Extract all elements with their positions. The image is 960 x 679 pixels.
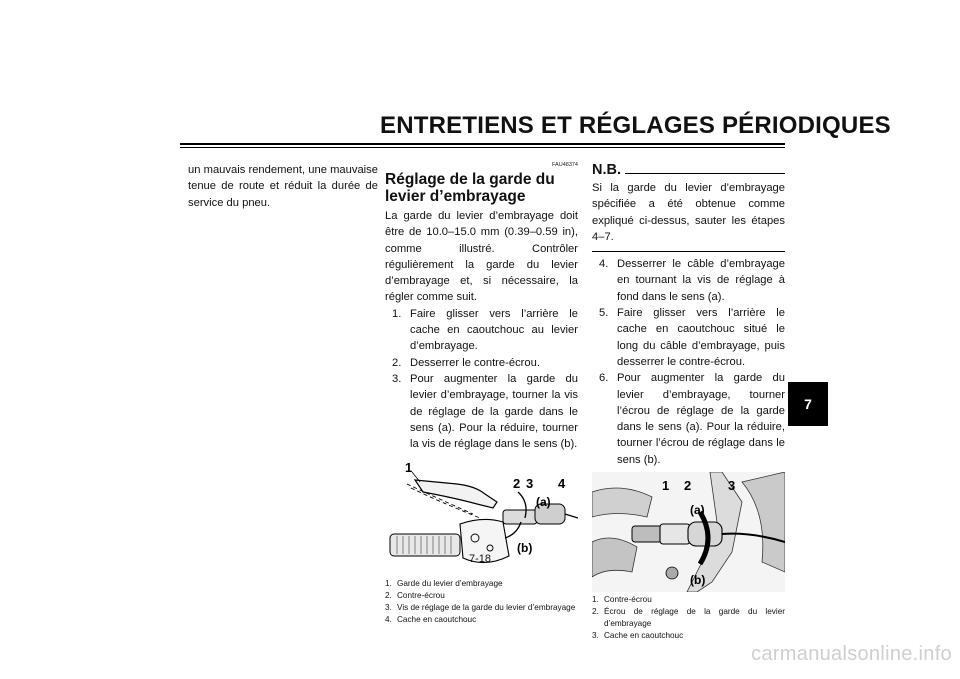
label-1: 1 bbox=[662, 478, 670, 494]
column-3 bbox=[592, 162, 785, 642]
page-title: ENTRETIENS ET RÉGLAGES PÉRIODIQUES bbox=[380, 112, 891, 139]
label-3: 3 bbox=[526, 476, 534, 492]
steps-list-2 bbox=[592, 256, 785, 468]
label-3: 3 bbox=[728, 478, 736, 494]
note-end-rule bbox=[592, 251, 785, 252]
list-item: 1. Contre-écrou bbox=[592, 595, 652, 605]
watermark: carmanualsonline.info bbox=[751, 643, 952, 665]
list-item: 5. Faire glisser vers l’arrière le cache en caoutchouc situé le long du câble d’embrayage, puis desserrer le contre-écrou. bbox=[599, 307, 785, 368]
label-2: 2 bbox=[684, 478, 692, 494]
header-rule-thin bbox=[180, 147, 785, 148]
list-item: 1. Garde du levier d’embrayage bbox=[385, 579, 503, 589]
section-title: Réglage de la garde du levier d’embrayage bbox=[385, 171, 555, 205]
label-b: (b) bbox=[690, 573, 706, 588]
clutch-lever-shape bbox=[415, 480, 497, 508]
section-intro: La garde du levier d’embrayage doit être de 10.0–15.0 mm (0.39–0.59 in), comme illustré. Contrôler régulièrement la garde du levier d’embrayage et, si nécessaire, la régler comme suit. bbox=[385, 210, 578, 304]
section-code: FAU48374 bbox=[552, 162, 578, 168]
list-item: 6. Pour augmenter la garde du levier d’embrayage, tourner l’écrou de réglage de la garde dans le sens (a). Pour la réduire, tourner l’écrou de réglage dans le sens (b). bbox=[599, 372, 785, 466]
adjusting-bolt bbox=[503, 510, 537, 524]
list-item: 4. Cache en caoutchouc bbox=[385, 615, 477, 625]
note-heading: N.B. bbox=[592, 162, 785, 178]
page-number: 7-18 bbox=[468, 553, 492, 565]
list-item: 3. Cache en caoutchouc bbox=[592, 631, 684, 641]
chapter-tab[interactable]: 7 bbox=[788, 382, 828, 426]
list-item: 2. Desserrer le contre-écrou. bbox=[392, 356, 540, 369]
list-item: 3. Pour augmenter la garde du levier d’embrayage, tourner la vis de réglage de la garde dans le sens (a). Pour la réduire, tourner la vis de réglage dans le sens (b). bbox=[392, 372, 578, 451]
figure2-captions bbox=[592, 594, 785, 642]
list-item: 2. Contre-écrou bbox=[385, 591, 445, 601]
list-item: 3. Vis de réglage de la garde du levier d’embrayage bbox=[385, 603, 576, 613]
adjusting-nut bbox=[660, 524, 690, 544]
list-item: 1. Faire glisser vers l’arrière le cache en caoutchouc au levier d’embrayage. bbox=[392, 307, 578, 353]
note-text: Si la garde du levier d’embrayage spécifiée a été obtenue comme expliqué ci-dessus, sauter les étapes 4–7. bbox=[592, 182, 785, 243]
label-a: (a) bbox=[690, 503, 705, 518]
label-1: 1 bbox=[405, 460, 413, 476]
paragraph-tire: un mauvais rendement, une mauvaise tenue de route et réduit la durée de service du pneu. bbox=[188, 164, 378, 209]
clutch-cable-figure bbox=[592, 472, 785, 592]
header-rule bbox=[180, 143, 785, 145]
list-item: 4. Desserrer le câble d’embrayage en tournant la vis de réglage à fond dans le sens (a). bbox=[599, 258, 785, 303]
column-1 bbox=[188, 162, 378, 211]
label-4: 4 bbox=[558, 476, 566, 492]
label-2: 2 bbox=[513, 476, 521, 492]
label-a: (a) bbox=[536, 495, 551, 510]
list-item: 2. Écrou de réglage de la garde du levier d’embrayage bbox=[592, 607, 785, 629]
label-b: (b) bbox=[517, 541, 533, 556]
figure1-captions bbox=[385, 578, 578, 626]
steps-list bbox=[385, 306, 578, 453]
